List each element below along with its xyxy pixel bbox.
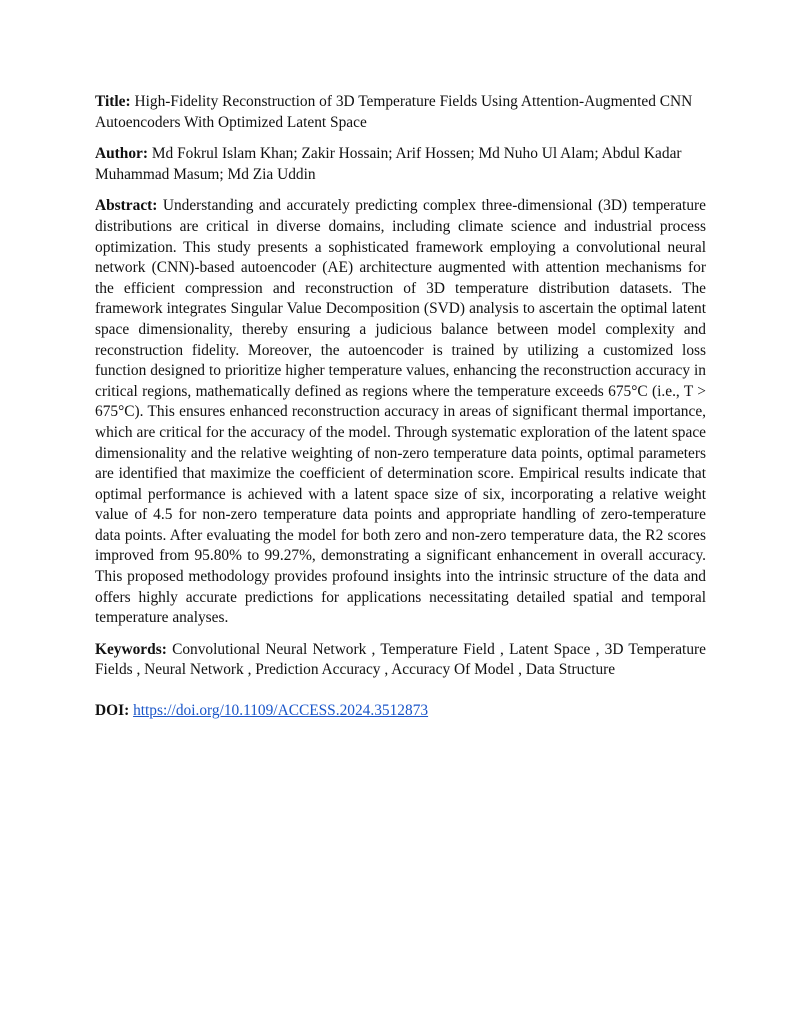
abstract-label: Abstract: xyxy=(95,197,158,215)
title-label: Title: xyxy=(95,93,131,110)
keywords-label: Keywords: xyxy=(95,640,167,658)
keywords-section xyxy=(95,640,706,681)
title-section xyxy=(95,92,706,133)
doi-section xyxy=(95,701,706,722)
title-text: High-Fidelity Reconstruction of 3D Temperature Fields Using Attention-Augmented CNN Autoencoders With Optimized Latent Space xyxy=(95,93,693,131)
author-section xyxy=(95,144,706,185)
author-label: Author: xyxy=(95,145,149,163)
doi-label: DOI: xyxy=(95,702,130,720)
keywords-text: Convolutional Neural Network , Temperature Field , Latent Space , 3D Temperature Fields , Neural Network , Prediction Accuracy , Accuracy Of Model , Data Structure xyxy=(95,640,706,679)
abstract-text: Understanding and accurately predicting complex three-dimensional (3D) temperature distributions are critical in diverse domains, including climate science and industrial process optimization. This study presents a sophisticated framework employing a convolutional neural network (CNN)-based autoencoder (AE) architecture augmented with attention mechanisms for the efficient compression and reconstruction of 3D temperature distribution datasets. The framework integrates Singular Value Decomposition (SVD) analysis to ascertain the optimal latent space dimensionality, thereby ensuring a judicious balance between model complexity and reconstruction fidelity. Moreover, the autoencoder is trained by utilizing a customized loss function designed to prioritize higher temperature values, enhancing the reconstruction accuracy in critical regions, mathematically defined as regions where the temperature exceeds 675°C (i.e., T > 675°C). This ensures enhanced reconstruction accuracy in areas of significant thermal importance, which are critical for the accuracy of the model. Through systematic exploration of the latent space dimensionality and the relative weighting of non-zero temperature data points, optimal parameters are identified that maximize the coefficient of determination score. Empirical results indicate that optimal performance is achieved with a latent space size of six, incorporating a relative weight value of 4.5 for non-zero temperature data points and appropriate handling of zero-temperature data points. After evaluating the model for both zero and non-zero temperature data, the R2 scores improved from 95.80% to 99.27%, demonstrating a significant enhancement in overall accuracy. This proposed methodology provides profound insights into the intrinsic structure of the data and offers highly accurate predictions for applications necessitating detailed spatial and temporal temperature analyses. xyxy=(95,197,706,627)
document-page xyxy=(95,92,706,733)
author-text: Md Fokrul Islam Khan; Zakir Hossain; Arif Hossen; Md Nuho Ul Alam; Abdul Kadar Muhammad Masum; Md Zia Uddin xyxy=(95,145,682,183)
doi-link[interactable]: https://doi.org/10.1109/ACCESS.2024.3512873 xyxy=(133,702,429,720)
abstract-section xyxy=(95,196,706,628)
